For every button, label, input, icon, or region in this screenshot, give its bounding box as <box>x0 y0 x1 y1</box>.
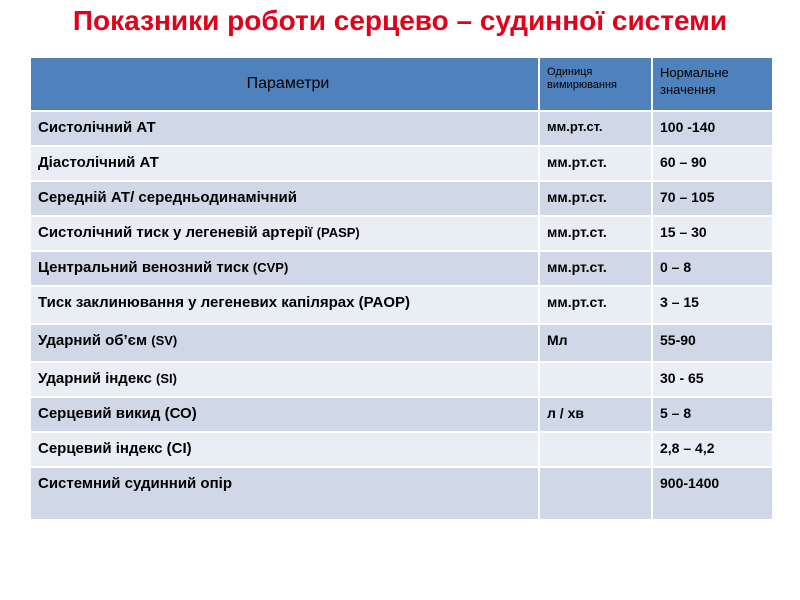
header-parameter: Параметри <box>30 57 539 111</box>
table-row <box>30 467 773 520</box>
unit-cell: мм.рт.ст. <box>539 216 652 251</box>
header-unit: Одиниця вимирювання <box>539 57 652 111</box>
parameter-name: Діастолічний АТ <box>38 154 159 171</box>
parameter-cell <box>30 467 539 520</box>
parameter-cell <box>30 181 539 216</box>
unit-cell: мм.рт.ст. <box>539 286 652 324</box>
normal-value-cell: 900-1400 <box>652 467 773 520</box>
table-row <box>30 181 773 216</box>
table-row <box>30 324 773 362</box>
normal-value-cell: 5 – 8 <box>652 397 773 432</box>
unit-cell: мм.рт.ст. <box>539 251 652 286</box>
parameter-cell <box>30 286 539 324</box>
parameter-name: Системний судинний опір <box>38 475 232 492</box>
table-row <box>30 432 773 467</box>
unit-cell <box>539 362 652 397</box>
normal-value-cell: 2,8 – 4,2 <box>652 432 773 467</box>
unit-cell: л / хв <box>539 397 652 432</box>
unit-cell <box>539 432 652 467</box>
table-row <box>30 286 773 324</box>
parameter-cell <box>30 251 539 286</box>
table-row <box>30 216 773 251</box>
parameter-name: Ударний об’єм <box>38 332 152 349</box>
table-row <box>30 146 773 181</box>
unit-cell: Мл <box>539 324 652 362</box>
parameter-cell <box>30 362 539 397</box>
table-row <box>30 111 773 146</box>
normal-value-cell: 3 – 15 <box>652 286 773 324</box>
normal-value-cell: 70 – 105 <box>652 181 773 216</box>
table-row <box>30 362 773 397</box>
parameter-name: Ударний індекс <box>38 370 156 387</box>
parameter-abbreviation: (PASP) <box>316 225 360 240</box>
parameter-abbreviation: (SV) <box>151 333 178 348</box>
parameter-cell <box>30 432 539 467</box>
header-normal-value: Нормальне значення <box>652 57 773 111</box>
unit-cell: мм.рт.ст. <box>539 111 652 146</box>
parameter-name: Тиск заклинювання у легеневих капілярах (PAOP) <box>38 294 411 311</box>
normal-value-cell: 15 – 30 <box>652 216 773 251</box>
parameter-cell <box>30 324 539 362</box>
slide-title: Показники роботи серцево – судинної системи <box>72 5 728 36</box>
parameter-name: Серцевий викид (СО) <box>38 405 197 422</box>
parameter-name: Центральний венозний тиск <box>38 259 253 276</box>
parameter-name: Систолічний АТ <box>38 119 156 136</box>
normal-value-cell: 0 – 8 <box>652 251 773 286</box>
unit-cell: мм.рт.ст. <box>539 181 652 216</box>
table-header-row <box>30 57 773 111</box>
normal-value-cell: 60 – 90 <box>652 146 773 181</box>
parameter-cell <box>30 146 539 181</box>
table-row <box>30 251 773 286</box>
parameter-cell <box>30 216 539 251</box>
parameter-name: Систолічний тиск у легеневій артерії <box>38 224 317 241</box>
normal-value-cell: 30 - 65 <box>652 362 773 397</box>
normal-value-cell: 100 -140 <box>652 111 773 146</box>
parameter-name: Серцевий індекс (СІ) <box>38 440 192 457</box>
parameter-cell <box>30 111 539 146</box>
parameter-name: Середній АТ/ середньодинамічний <box>38 189 297 206</box>
parameter-abbreviation: (CVP) <box>252 260 289 275</box>
parameters-table <box>29 56 774 521</box>
parameter-cell <box>30 397 539 432</box>
unit-cell: мм.рт.ст. <box>539 146 652 181</box>
normal-value-cell: 55-90 <box>652 324 773 362</box>
parameter-abbreviation: (SI) <box>156 371 177 386</box>
unit-cell <box>539 467 652 520</box>
table-row <box>30 397 773 432</box>
